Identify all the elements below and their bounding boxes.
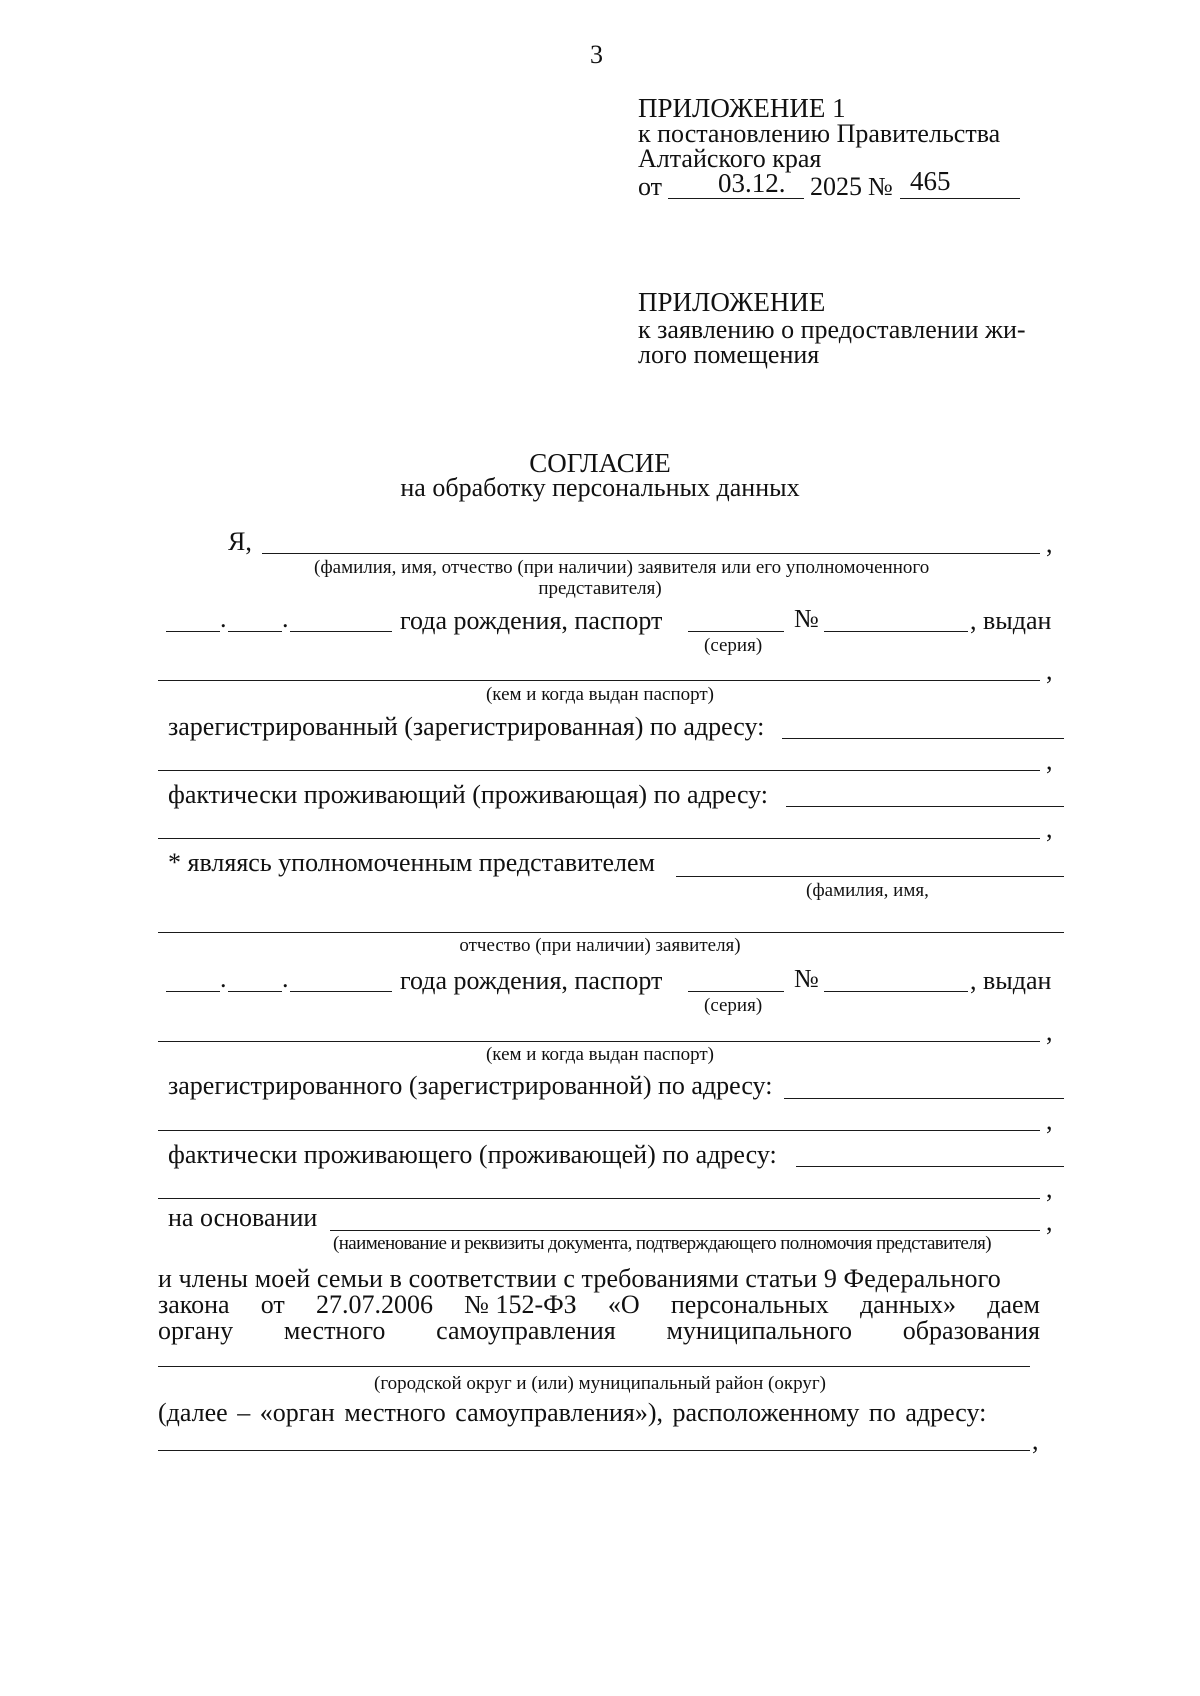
actual2-address-line2[interactable] xyxy=(158,1198,1040,1199)
comma: , xyxy=(1046,1106,1053,1135)
rep-hint-line1: (фамилия, имя, xyxy=(806,880,929,901)
issued-by-line-2[interactable] xyxy=(158,1041,1040,1042)
comma: , xyxy=(1046,1207,1053,1236)
consent-subtitle: на обработку персональных данных xyxy=(400,473,800,502)
passport-number-line-2[interactable] xyxy=(824,991,968,992)
i-label: Я, xyxy=(228,527,252,556)
birth-month-line-2[interactable] xyxy=(228,991,282,992)
actual2-address-line1[interactable] xyxy=(796,1166,1064,1167)
birth-year-label-2: года рождения, паспорт xyxy=(400,966,663,995)
consent-title: СОГЛАСИЕ xyxy=(529,448,671,478)
birth-year-label: года рождения, паспорт xyxy=(400,606,663,635)
number-label: № xyxy=(794,604,819,633)
appendix1-number-sign: № xyxy=(868,172,893,201)
word: закона xyxy=(158,1290,230,1319)
actual-address-line1[interactable] xyxy=(786,806,1064,807)
appendix1-number: 465 xyxy=(910,166,951,196)
representative-name-line2[interactable] xyxy=(158,932,1064,933)
passport-series-line-2[interactable] xyxy=(688,991,784,992)
registered-address-line2[interactable] xyxy=(158,770,1040,771)
comma: , xyxy=(1046,529,1053,558)
fio-hint-line1: (фамилия, имя, отчество (при наличии) заявителя или его уполномоченного xyxy=(314,557,930,578)
birth-year-line-2[interactable] xyxy=(290,991,392,992)
word: самоуправления xyxy=(436,1316,616,1345)
registered2-address-line1[interactable] xyxy=(784,1098,1064,1099)
word: местного xyxy=(283,1316,386,1345)
appendix1-from-label: от xyxy=(638,172,663,201)
actual-label: фактически проживающий (проживающая) по адресу: xyxy=(168,780,769,809)
registered2-label: зарегистрированного (зарегистрированной) по адресу: xyxy=(168,1071,773,1100)
word: образования xyxy=(902,1316,1040,1345)
date-dot: . xyxy=(282,964,289,993)
date-dot: . xyxy=(220,964,227,993)
appendix1-date: 03.12. xyxy=(718,168,786,198)
appendix2-line2: лого помещения xyxy=(638,340,820,369)
representative-label: * являясь уполномоченным представителем xyxy=(168,848,655,877)
appendix1-year: 2025 xyxy=(810,172,862,201)
representative-name-line1[interactable] xyxy=(676,876,1064,877)
registered-label: зарегистрированный (зарегистрированная) по адресу: xyxy=(168,712,765,741)
authority-address-line[interactable] xyxy=(158,1450,1030,1451)
municipality-hint: (городской округ и (или) муниципальный район (округ) xyxy=(374,1373,826,1394)
appendix1-title: ПРИЛОЖЕНИЕ 1 xyxy=(638,93,846,123)
date-dot: . xyxy=(220,604,227,633)
word: муниципального xyxy=(666,1316,853,1345)
registered-address-line1[interactable] xyxy=(782,738,1064,739)
page-number: 3 xyxy=(590,40,603,69)
number-label-2: № xyxy=(794,964,819,993)
word: от xyxy=(260,1290,285,1319)
birth-day-line-2[interactable] xyxy=(166,991,220,992)
passport-series-line[interactable] xyxy=(688,631,784,632)
number-underline xyxy=(900,198,1020,199)
word: «О xyxy=(607,1290,640,1319)
appendix2-title: ПРИЛОЖЕНИЕ xyxy=(638,287,826,317)
para-line3 xyxy=(158,1316,1040,1346)
word: 27.07.2006 xyxy=(315,1290,433,1319)
rep-hint-line2: отчество (при наличии) заявителя) xyxy=(459,935,741,956)
date-dot: . xyxy=(282,604,289,633)
date-underline xyxy=(668,198,804,199)
fio-hint-line2: представителя) xyxy=(538,578,662,599)
comma: , xyxy=(1046,1017,1053,1046)
para-line4: (далее – «орган местного самоуправления»), расположенному по адресу: xyxy=(158,1398,987,1427)
municipality-line[interactable] xyxy=(158,1366,1030,1367)
issued-by-hint: (кем и когда выдан паспорт) xyxy=(485,684,714,705)
word: № 152-ФЗ xyxy=(464,1290,577,1319)
appendix1-line2: Алтайского края xyxy=(638,144,822,173)
comma: , xyxy=(1046,1174,1053,1203)
actual-address-line2[interactable] xyxy=(158,838,1040,839)
issued-label: , выдан xyxy=(970,606,1052,635)
issued-by-hint-2: (кем и когда выдан паспорт) xyxy=(485,1044,714,1065)
fio-input-line[interactable] xyxy=(262,553,1040,554)
basis-line[interactable] xyxy=(330,1230,1040,1231)
comma: , xyxy=(1032,1426,1039,1455)
series-hint: (серия) xyxy=(704,635,763,656)
birth-day-line[interactable] xyxy=(166,631,220,632)
issued-label-2: , выдан xyxy=(970,966,1052,995)
comma: , xyxy=(1046,814,1053,843)
birth-year-line[interactable] xyxy=(290,631,392,632)
basis-label: на основании xyxy=(168,1203,318,1232)
appendix2-line1: к заявлению о предоставлении жи- xyxy=(638,315,1026,344)
basis-hint: (наименование и реквизиты документа, подтверждающего полномочия представителя) xyxy=(333,1233,992,1254)
registered2-address-line2[interactable] xyxy=(158,1130,1040,1131)
comma: , xyxy=(1046,746,1053,775)
word: органу xyxy=(158,1316,234,1345)
word: даем xyxy=(987,1290,1040,1319)
appendix1-line1: к постановлению Правительства xyxy=(638,119,1001,148)
word: данных» xyxy=(859,1290,957,1319)
para-line1: и члены моей семьи в соответствии с требованиями статьи 9 Федерального xyxy=(158,1264,1001,1293)
birth-month-line[interactable] xyxy=(228,631,282,632)
passport-number-line[interactable] xyxy=(824,631,968,632)
word: персональных xyxy=(670,1290,829,1319)
issued-by-line[interactable] xyxy=(158,680,1040,681)
series-hint-2: (серия) xyxy=(704,995,763,1016)
actual2-label: фактически проживающего (проживающей) по адресу: xyxy=(168,1140,777,1169)
comma: , xyxy=(1046,656,1053,685)
